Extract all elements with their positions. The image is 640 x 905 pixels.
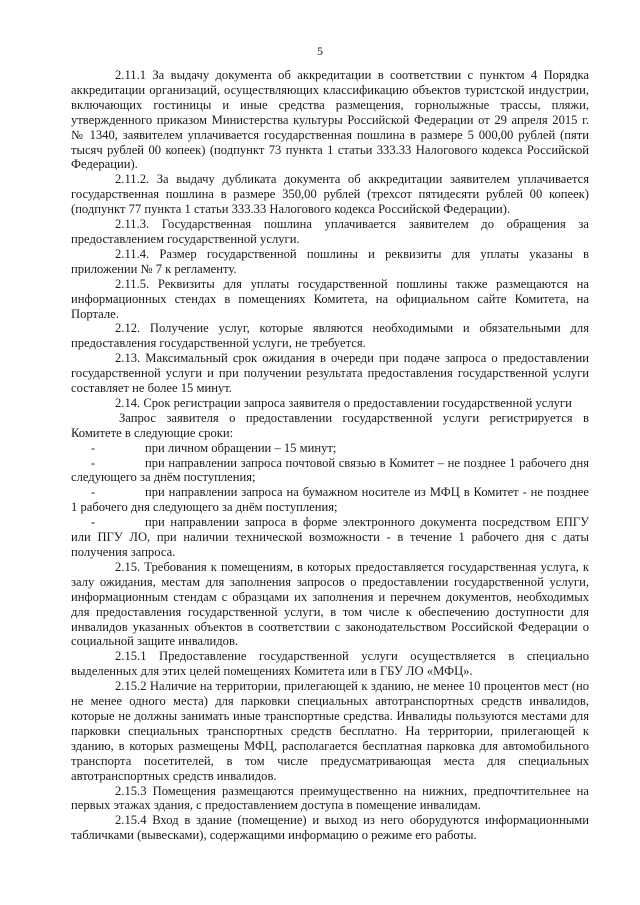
list-item-electronic [71,515,589,560]
list-item-text: при направлении запроса почтовой связью в Комитет – не позднее 1 рабочего дня следующего за днём поступления; [71,455,589,485]
paragraph-2-11-3: 2.11.3. Государственная пошлина уплачивается заявителем до обращения за предоставлением государственной услуги. [71,217,589,246]
paragraph-2-14: 2.14. Срок регистрации запроса заявителя о предоставлении государственной услуги [115,395,572,410]
paragraph-2-12: 2.12. Получение услуг, которые являются необходимыми и обязательными для предоставления государственной услуги, не требуется. [71,321,589,351]
list-dash: - [90,455,96,470]
list-dash: - [90,440,96,455]
list-item-text: при личном обращении – 15 минут; [145,440,337,455]
list-item-text: при направлении запроса на бумажном носителе из МФЦ в Комитет - не позднее 1 рабочего дня следующего за днём поступления; [71,485,589,515]
page-number: 5 [317,44,323,58]
paragraph-2-11-2: 2.11.2. За выдачу дубликата документа об аккредитации заявителем уплачивается государственная пошлина в размере 350,00 рублей (трехсот пятидесяти рублей 00 копеек) (подпункт 77 пункта 1 статьи 333.33 Налогового кодекса Российской Федерации). [71,172,589,217]
list-item-mfc [71,485,589,515]
list-item-post [71,456,589,486]
paragraph-2-11-5: 2.11.5. Реквизиты для уплаты государственной пошлины также размещаются на информационных стендах в помещениях Комитета, на официальном сайте Комитета, на Портале. [71,276,589,321]
paragraph-2-11-4: 2.11.4. Размер государственной пошлины и реквизиты для уплаты указаны в приложении № 7 к регламенту. [71,246,589,276]
list-dash: - [90,485,96,500]
paragraph-2-11-1: 2.11.1 За выдачу документа об аккредитации в соответствии с пунктом 4 Порядка аккредитации организаций, осуществляющих классификацию объектов туристской индустрии, включающих гостиницы и иные средства размещения, горнолыжные трассы, пляжи, утвержденного приказом Министерства культуры Российской Федерации от 29 апреля 2015 г. № 1340, заявителем уплачивается государственная пошлина в размере 5 000,00 рублей (пяти тысяч рублей 00 копеек) (подпункт 73 пункта 1 статьи 333.33 Налогового кодекса Российской Федерации). [71,68,589,172]
paragraph-2-15-1: 2.15.1 Предоставление государственной услуги осуществляется в специально выделенных для этих целей помещениях Комитета или в ГБУ ЛО «МФЦ». [71,649,589,679]
paragraph-2-15-2: 2.15.2 Наличие на территории, прилегающей к зданию, не менее 10 процентов мест (но не менее одного места) для парковки специальных автотранспортных средств инвалидов, которые не должны занимать иные транспортные средства. Инвалиды пользуются местами для парковки специальных транспортных средств бесплатно. На территории, прилегающей к зданию, в которых размещены МФЦ, располагается бесплатная парковка для автомобильного транспорта посетителей, в том числе предусматривающая места для специальных автотранспортных средств инвалидов. [71,679,589,783]
paragraph-2-13: 2.13. Максимальный срок ожидания в очереди при подаче запроса о предоставлении государственной услуги и при получении результата предоставления государственной услуги составляет не более 15 минут. [71,351,589,396]
list-item-text: при направлении запроса в форме электронного документа посредством ЕПГУ или ПГУ ЛО, при наличии технической возможности - в течение 1 рабочего дня с даты получения запроса. [71,515,589,559]
paragraph-2-14-registration: Запрос заявителя о предоставлении государственной услуги регистрируется в Комитете в следующие сроки: [71,410,589,440]
paragraph-2-15-4: 2.15.4 Вход в здание (помещение) и выход из него оборудуются информационными табличками (вывесками), содержащими информацию о режиме его работы. [71,813,589,843]
list-dash: - [90,515,96,530]
document-body [71,68,589,843]
list-item-personal [71,441,589,456]
paragraph-2-15: 2.15. Требования к помещениям, в которых предоставляется государственная услуга, к залу ожидания, местам для заполнения запросов о предоставлении государственной услуги, информационным стендам с образцами их заполнения и перечнем документов, необходимых для предоставления государственной услуги, в том числе к обеспечению доступности для инвалидов указанных объектов в соответствии с законодательством Российской Федерации о социальной защите инвалидов. [71,559,589,649]
paragraph-2-15-3: 2.15.3 Помещения размещаются преимущественно на нижних, предпочтительнее на первых этажах здания, с предоставлением доступа в помещение инвалидам. [71,783,589,813]
